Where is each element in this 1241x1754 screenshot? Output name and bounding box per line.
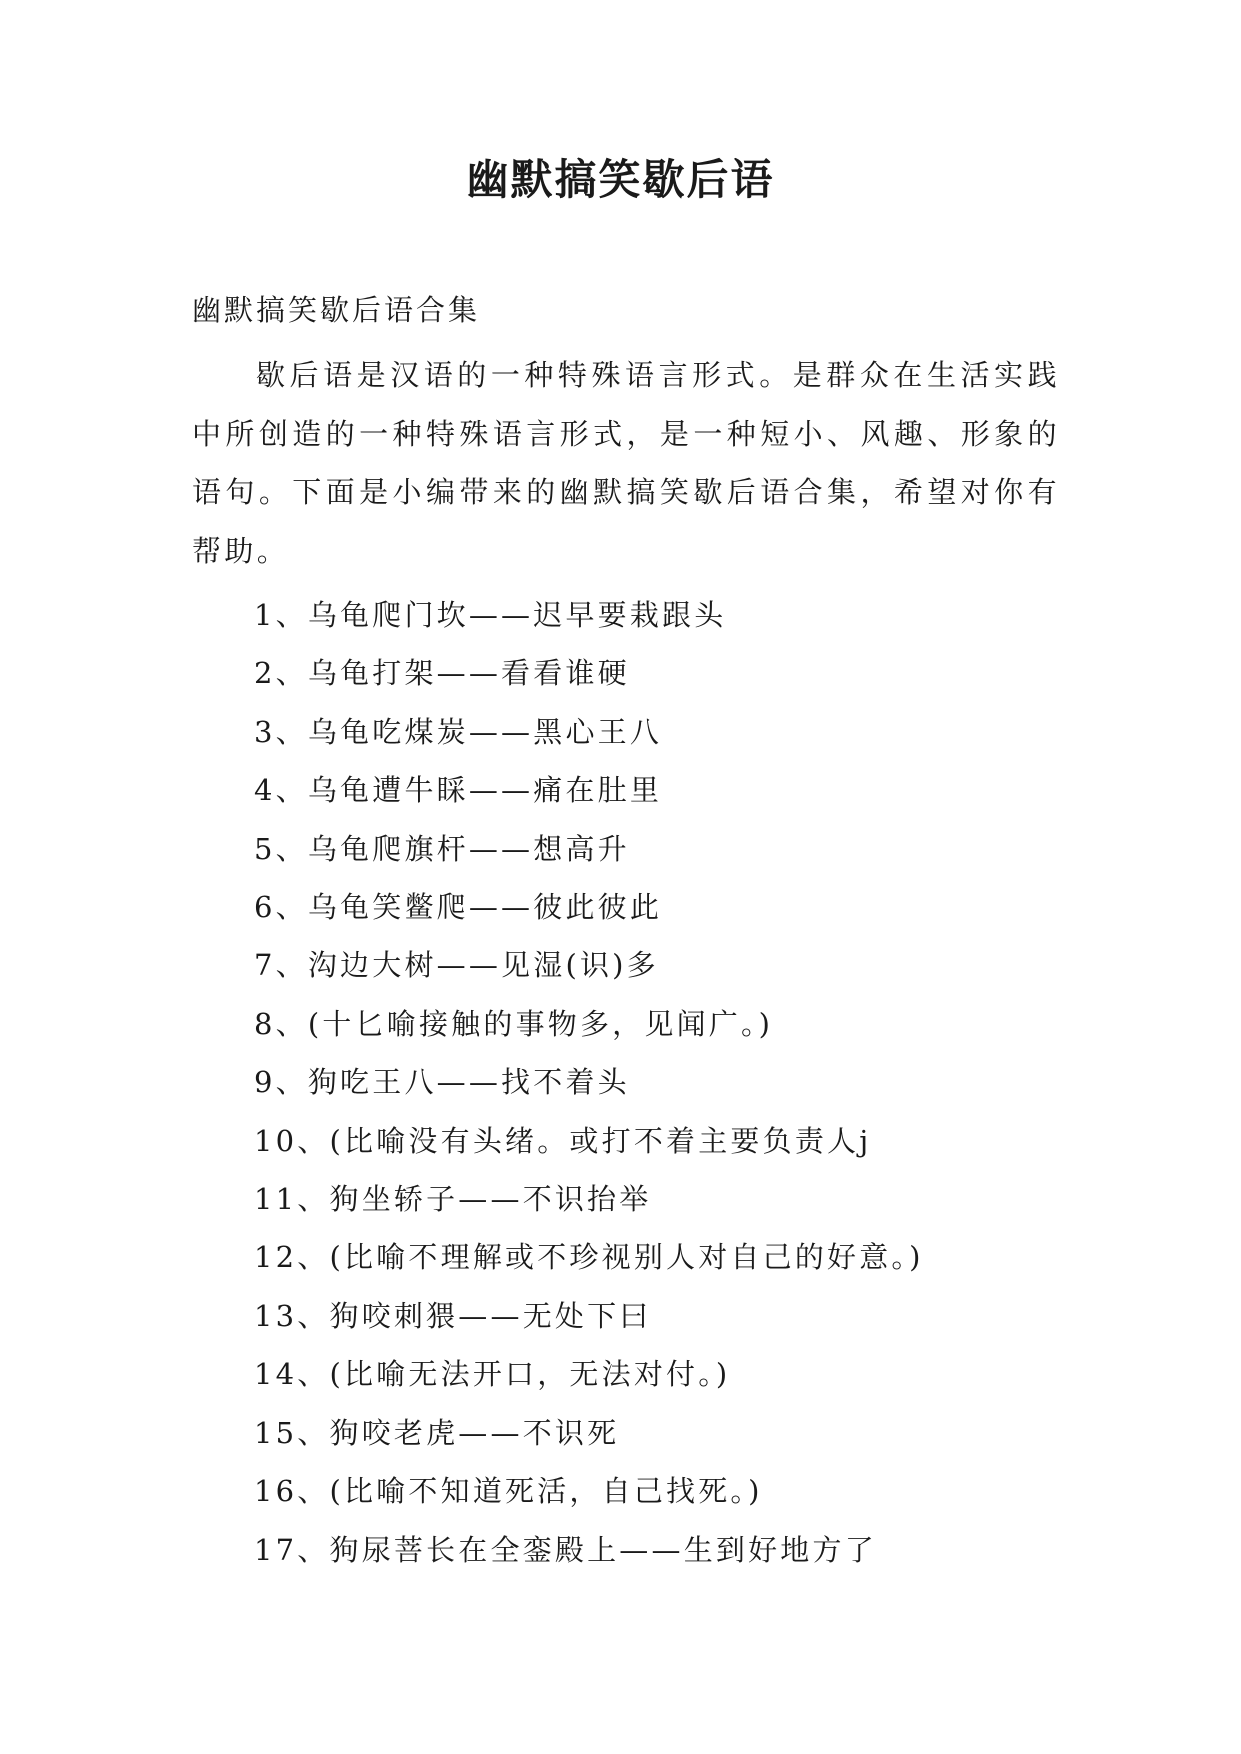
list-item: 2、乌龟打架——看看谁硬 xyxy=(254,656,630,691)
list-item: 13、狗咬刺猥——无处下曰 xyxy=(254,1298,652,1333)
list-item: 3、乌龟吃煤炭——黑心王八 xyxy=(254,714,663,749)
document-title: 幽默搞笑歇后语 xyxy=(466,155,775,204)
list-item: 17、狗尿菩长在全銮殿上——生到好地方了 xyxy=(254,1532,877,1567)
list-item: 4、乌龟遭牛睬——痛在肚里 xyxy=(254,773,663,808)
list-item: 8、(十匕喻接触的事物多，见闻广。) xyxy=(254,1006,774,1041)
xiehouyu-list xyxy=(254,586,924,1579)
list-item: 15、狗咬老虎——不识死 xyxy=(254,1415,620,1450)
list-item: 1、乌龟爬门坎——迟早要栽跟头 xyxy=(254,598,727,632)
list-item: 14、(比喻无法开口，无法对付。) xyxy=(254,1357,731,1392)
list-item: 7、沟边大树——见湿(识)多 xyxy=(254,948,659,983)
document-subtitle: 幽默搞笑歇后语合集 xyxy=(192,293,481,327)
list-item: 16、(比喻不知道死活，自己找死。) xyxy=(254,1474,763,1509)
intro-paragraph: 歇后语是汉语的一种特殊语言形式。是群众在生活实践中所创造的一种特殊语言形式，是一种短小、风趣、形象的语句。下面是小编带来的幽默搞笑歇后语合集，希望对你有帮助。 xyxy=(192,358,1060,568)
list-item: 10、(比喻没有头绪。或打不着主要负责人j xyxy=(254,1123,872,1158)
list-item: 12、(比喻不理解或不珍视别人对自己的好意。) xyxy=(254,1240,924,1275)
list-item: 6、乌龟笑鳖爬——彼此彼此 xyxy=(254,890,663,925)
list-item: 11、狗坐轿子——不识抬举 xyxy=(254,1182,652,1217)
list-item: 5、乌龟爬旗杆——想高升 xyxy=(254,831,630,866)
list-item: 9、狗吃王八——找不着头 xyxy=(254,1065,630,1100)
